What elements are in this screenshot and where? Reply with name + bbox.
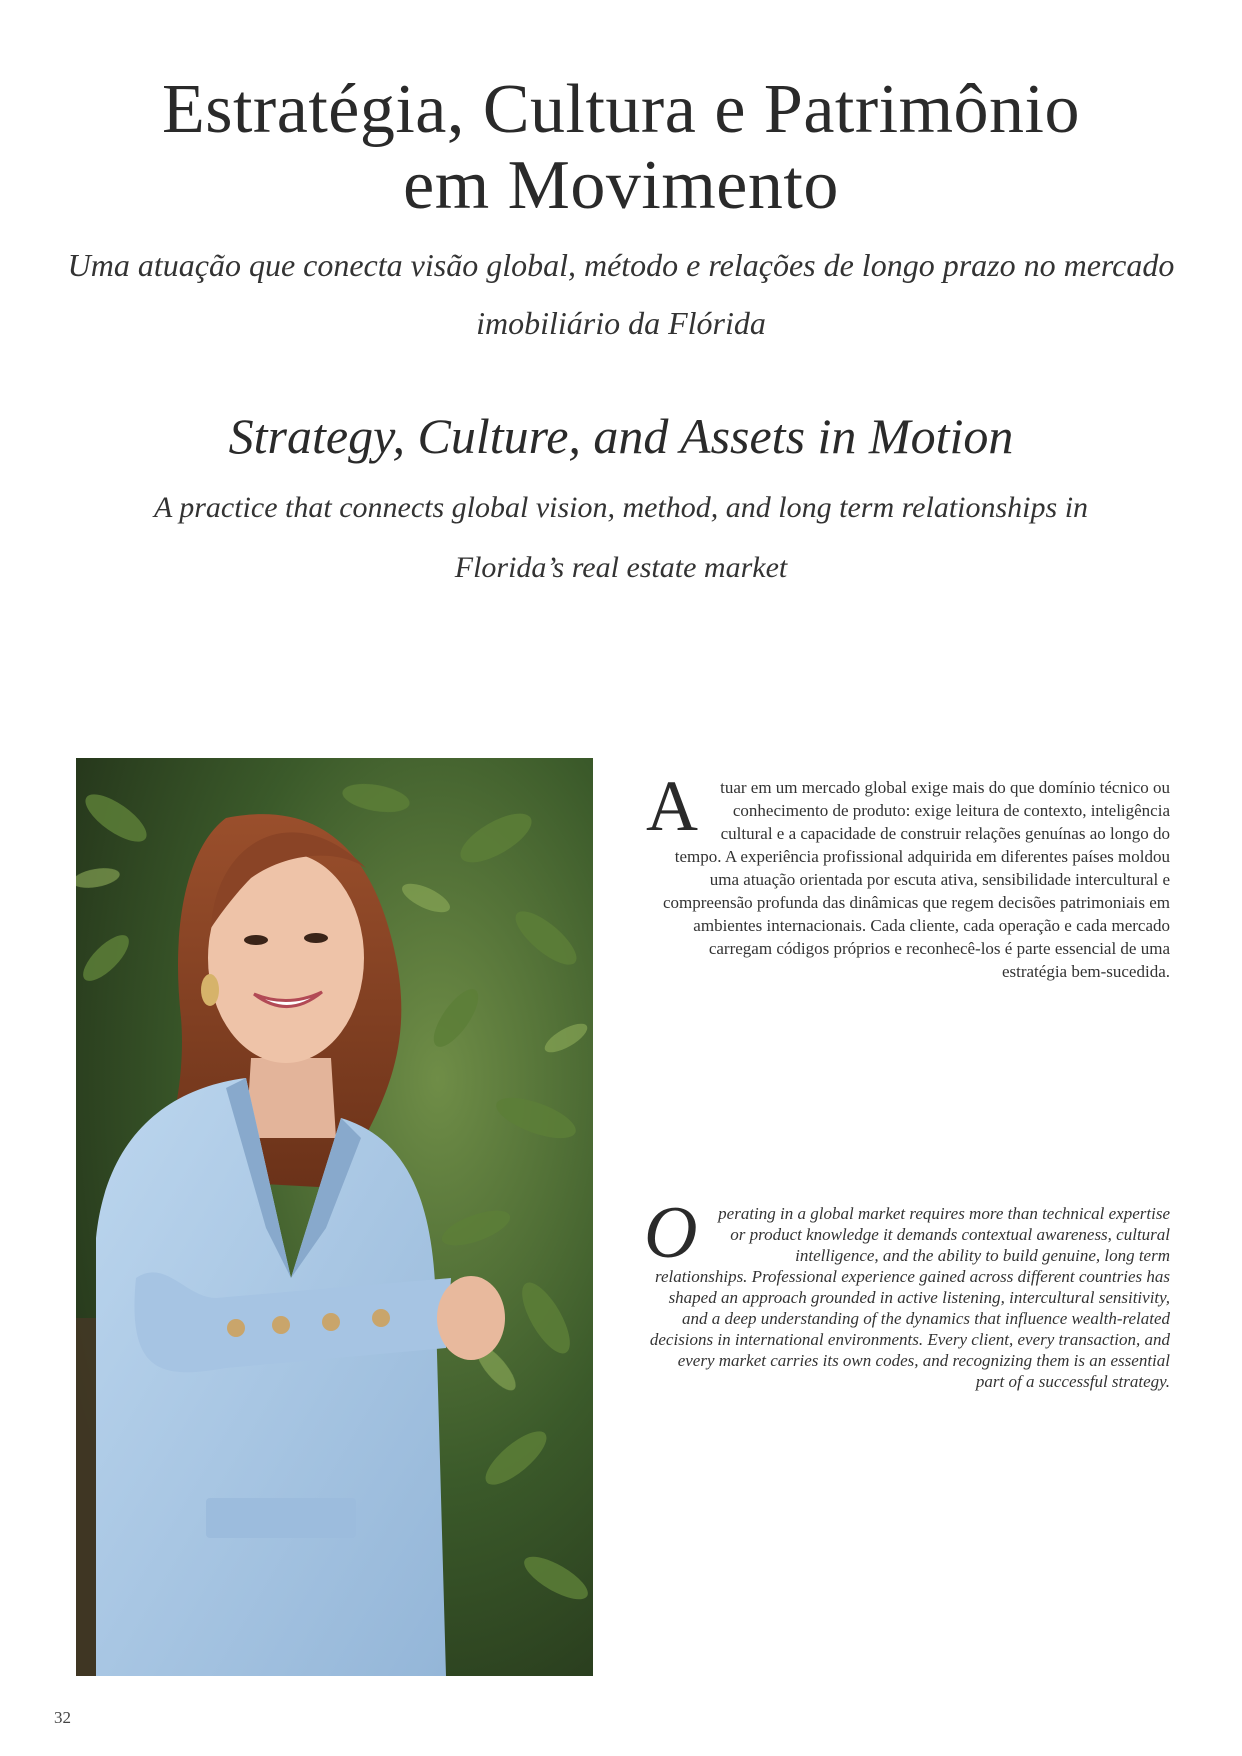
english-paragraph bbox=[644, 1192, 1170, 1392]
title-line-1: Estratégia, Cultura e Patrimônio bbox=[161, 71, 1080, 148]
title-line-2: em Movimento bbox=[403, 147, 839, 224]
portrait-illustration bbox=[76, 758, 593, 1676]
page-subtitle: Uma atuação que conecta visão global, método e relações de longo prazo no mercado imobiliário da Flórida bbox=[67, 247, 1175, 341]
page-title bbox=[0, 72, 1242, 224]
portuguese-text: tuar em um mercado global exige mais do que domínio técnico ou conhecimento de produto: exige leitura de contexto, inteligência cultural e a capacidade de construir relações genuínas ao longo do tempo. A experiência profissional adquirida em diferentes países moldou uma atuação orientada por escuta ativa, sensibilidade intercultural e compreensão profunda das dinâmicas que regem decisões patrimoniais em ambientes internacionais. Cada cliente, cada operação e cada mercado carregam códigos próprios e reconhecê-los é parte essencial de uma estratégia bem-sucedida. bbox=[663, 778, 1170, 981]
portuguese-dropcap: A bbox=[646, 766, 698, 846]
english-title: Strategy, Culture, and Assets in Motion bbox=[228, 408, 1014, 464]
english-subtitle: A practice that connects global vision, method, and long term relationships in Florida’s real estate market bbox=[153, 491, 1089, 584]
english-dropcap: O bbox=[644, 1192, 698, 1274]
portrait-photo bbox=[76, 758, 593, 1676]
page-number: 32 bbox=[54, 1708, 71, 1727]
portuguese-paragraph bbox=[646, 766, 1170, 983]
english-text: perating in a global market requires more than technical expertise or product knowledge it demands contextual awareness, cultural intelligence, and the ability to build genuine, long term relationships. Professional experience gained across different countries has shaped an approach grounded in active listening, intercultural sensitivity, and a deep understanding of the dynamics that influence wealth-related decisions in international environments. Every client, every transaction, and every market carries its own codes, and recognizing them is an essential part of a successful strategy. bbox=[649, 1204, 1170, 1391]
